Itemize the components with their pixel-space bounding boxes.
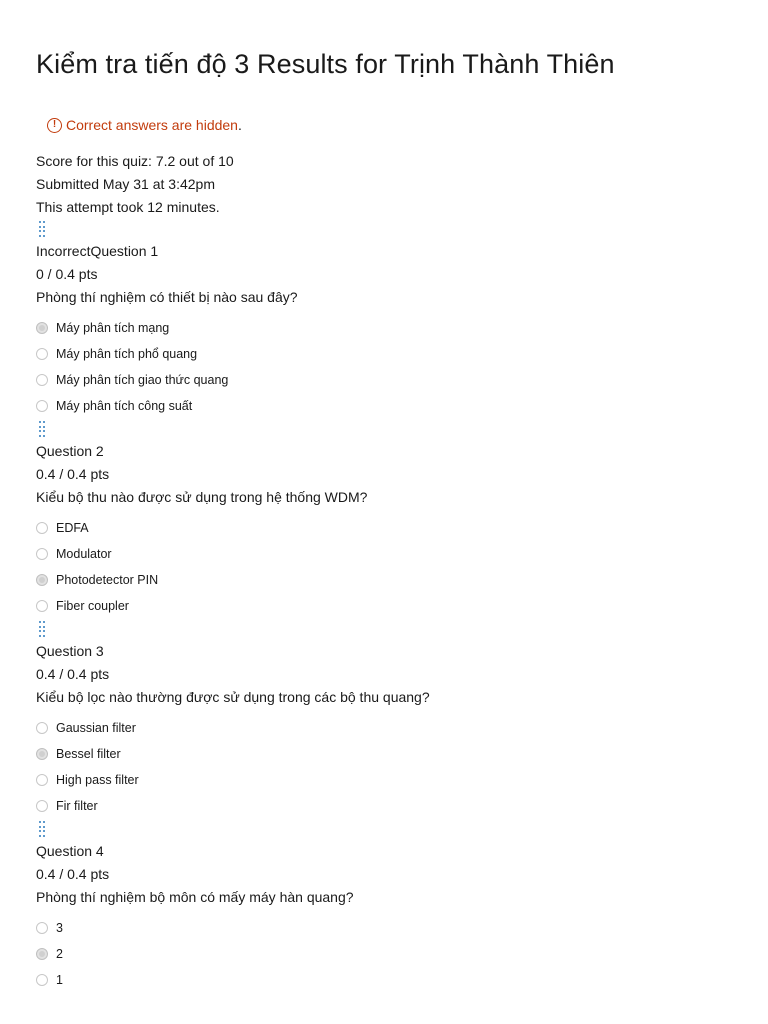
drag-dot [39,421,41,423]
answer-label: Photodetector PIN [56,573,159,587]
drag-dot [43,235,45,237]
radio-button[interactable] [36,374,48,386]
radio-selected[interactable] [36,948,48,960]
question-title: Question 2 [36,443,104,459]
answer-option[interactable] [36,967,732,993]
question-score: 0.4 / 0.4 pts [36,666,110,682]
answer-option[interactable] [36,515,732,541]
drag-handle-icon[interactable] [39,621,45,637]
drag-dot [43,426,45,428]
question-block [36,440,732,619]
drag-dot [43,626,45,628]
answer-label: Gaussian filter [56,721,136,735]
drag-dot [43,830,45,832]
drag-dot [39,426,41,428]
radio-selected[interactable] [36,748,48,760]
quiz-meta [36,150,732,219]
question-text: Kiểu bộ lọc nào thường được sử dụng trong các bộ thu quang? [36,689,430,705]
warning-icon: ! [47,118,62,133]
question-list [36,221,732,993]
answer-option[interactable] [36,715,732,741]
radio-button[interactable] [36,348,48,360]
quiz-score: Score for this quiz: 7.2 out of 10 [36,153,234,169]
answer-label: Máy phân tích mạng [56,321,170,335]
radio-button[interactable] [36,774,48,786]
answer-label: High pass filter [56,773,139,787]
answer-label: Máy phân tích giao thức quang [56,373,229,387]
drag-dot [39,226,41,228]
drag-dot [43,621,45,623]
drag-dot [43,435,45,437]
radio-button[interactable] [36,722,48,734]
question-score: 0.4 / 0.4 pts [36,866,110,882]
answer-option[interactable] [36,367,732,393]
answer-label: Bessel filter [56,747,121,761]
answer-option[interactable] [36,793,732,819]
drag-dot [39,621,41,623]
drag-dot [43,630,45,632]
drag-handle-icon[interactable] [39,421,45,437]
answer-label: Modulator [56,547,112,561]
drag-dot [39,830,41,832]
notice-text: Correct answers are hidden [66,117,238,133]
drag-dot [43,221,45,223]
question-text: Kiểu bộ thu nào được sử dụng trong hệ thống WDM? [36,489,368,505]
question-block [36,640,732,819]
drag-dot [43,826,45,828]
drag-dot [39,435,41,437]
answer-option[interactable] [36,741,732,767]
answer-option[interactable] [36,941,732,967]
drag-handle-icon[interactable] [39,221,45,237]
question-score: 0 / 0.4 pts [36,266,98,282]
answer-option[interactable] [36,593,732,619]
question-title: Question 4 [36,843,104,859]
radio-selected[interactable] [36,322,48,334]
answer-option[interactable] [36,393,732,419]
drag-dot [39,235,41,237]
question-title: IncorrectQuestion 1 [36,243,159,259]
answer-option[interactable] [36,567,732,593]
question-block [36,840,732,993]
answer-label: 2 [56,947,63,961]
answer-list [36,715,732,819]
attempt-duration: This attempt took 12 minutes. [36,199,220,215]
drag-dot [39,221,41,223]
drag-dot [39,635,41,637]
drag-dot [43,226,45,228]
submitted-time: Submitted May 31 at 3:42pm [36,176,215,192]
question-text: Phòng thí nghiệm bộ môn có mấy máy hàn quang? [36,889,354,905]
answer-list [36,515,732,619]
drag-dot [43,635,45,637]
answer-option[interactable] [36,541,732,567]
hidden-answers-notice [47,116,732,134]
drag-dot [39,626,41,628]
answer-label: Fir filter [56,799,98,813]
answer-label: 3 [56,921,63,935]
radio-button[interactable] [36,548,48,560]
notice-period: . [237,117,242,133]
answer-option[interactable] [36,767,732,793]
radio-button[interactable] [36,974,48,986]
drag-dot [43,430,45,432]
answer-label: Máy phân tích phổ quang [56,347,198,361]
question-text: Phòng thí nghiệm có thiết bị nào sau đây? [36,289,298,305]
answer-list [36,315,732,419]
answer-label: Fiber coupler [56,599,129,613]
question-block [36,240,732,419]
answer-label: 1 [56,973,63,987]
radio-button[interactable] [36,522,48,534]
drag-dot [39,430,41,432]
drag-dot [43,821,45,823]
drag-dot [43,421,45,423]
drag-dot [39,835,41,837]
answer-option[interactable] [36,341,732,367]
drag-dot [43,230,45,232]
drag-dot [39,821,41,823]
radio-button[interactable] [36,800,48,812]
radio-selected[interactable] [36,574,48,586]
question-score: 0.4 / 0.4 pts [36,466,110,482]
radio-button[interactable] [36,922,48,934]
drag-dot [43,835,45,837]
answer-option[interactable] [36,315,732,341]
answer-list [36,915,732,993]
page-title: Kiểm tra tiến độ 3 Results for Trịnh Thành Thiên [36,49,615,79]
radio-button[interactable] [36,600,48,612]
drag-dot [39,630,41,632]
question-title: Question 3 [36,643,104,659]
drag-handle-icon[interactable] [39,821,45,837]
radio-button[interactable] [36,400,48,412]
answer-label: Máy phân tích công suất [56,399,193,413]
drag-dot [39,230,41,232]
answer-label: EDFA [56,521,89,535]
answer-option[interactable] [36,915,732,941]
drag-dot [39,826,41,828]
